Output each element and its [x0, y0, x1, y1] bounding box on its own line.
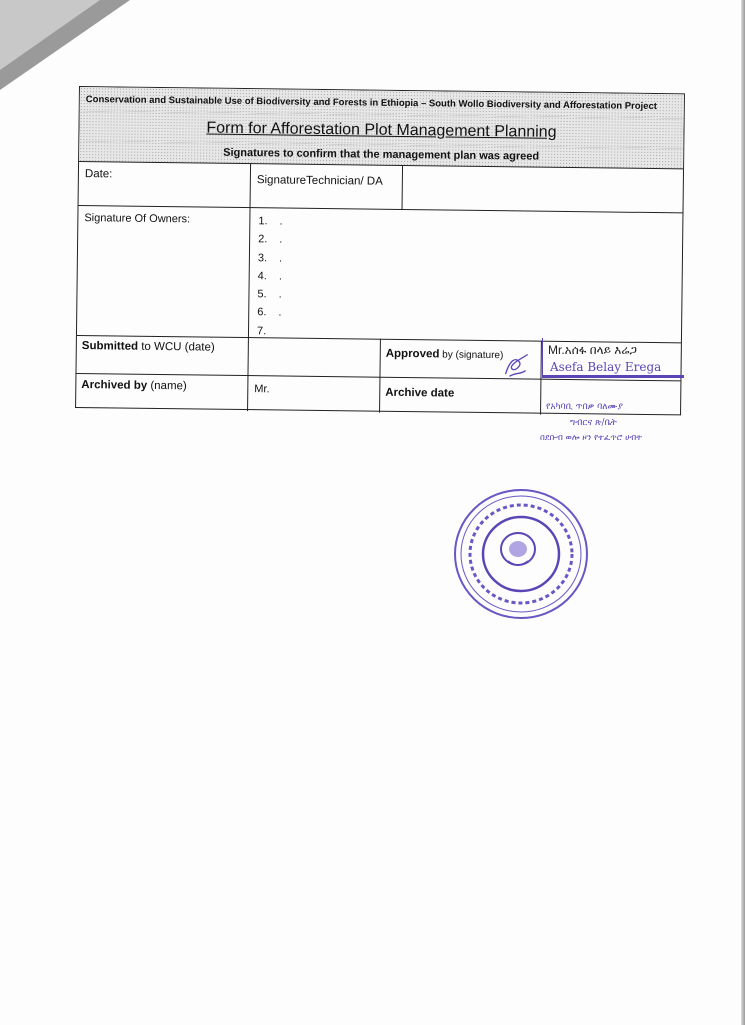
approval-signature-icon: [501, 350, 531, 380]
owner-line[interactable]: 3. .: [257, 251, 283, 265]
official-stamp: [540, 338, 684, 443]
submitted-date-field[interactable]: [250, 339, 378, 375]
stamp-name-amharic: Mr.አሰፋ በላይ እሬጋ: [548, 343, 637, 357]
folded-page-corner-shade: [0, 0, 100, 70]
owner-line[interactable]: 4. .: [257, 270, 283, 283]
stamp-title-line: የአካባቢ ጥበቃ ባለሙያ: [546, 402, 623, 412]
owner-line[interactable]: 2. .: [258, 233, 283, 246]
owners-signature-label: Signature Of Owners:: [84, 212, 191, 226]
owner-line[interactable]: 5. .: [257, 288, 282, 301]
form-title-text: Form for Afforestation Plot Management Planning: [206, 119, 557, 141]
owner-line[interactable]: 7.: [256, 324, 267, 338]
technician-signature-field[interactable]: [404, 167, 682, 210]
submitted-label: Submitted to WCU (date): [81, 340, 215, 354]
stamp-name-english: Asefa Belay Erega: [550, 360, 662, 374]
signatures-heading: Signatures to confirm that the management plan was agreed: [79, 141, 683, 168]
stamp-zone-line: በደቡብ ወሎ ዞን የተፈጥሮ ሀብት: [540, 433, 643, 443]
approved-label: Approved by (signature): [385, 347, 504, 362]
owner-line[interactable]: 1. .: [258, 215, 283, 228]
archived-by-value[interactable]: Mr.: [254, 383, 270, 396]
project-header: Conservation and Sustainable Use of Biodiversity and Forests in Ethiopia – South Wollo Biodiversity and Afforestation Project: [80, 87, 684, 118]
date-label: Date:: [84, 168, 113, 181]
owner-line[interactable]: 6. .: [257, 306, 282, 319]
technician-signature-label: SignatureTechnician/ DA: [256, 174, 383, 188]
stamp-office-line: ግብርና ጽ/ቤት: [570, 418, 617, 428]
archived-by-label: Archived by (name): [81, 379, 187, 393]
archive-date-label: Archive date: [385, 386, 455, 400]
scan-page-edge: [741, 0, 745, 1025]
official-round-seal: [452, 487, 590, 621]
owners-signature-list: [257, 212, 283, 340]
